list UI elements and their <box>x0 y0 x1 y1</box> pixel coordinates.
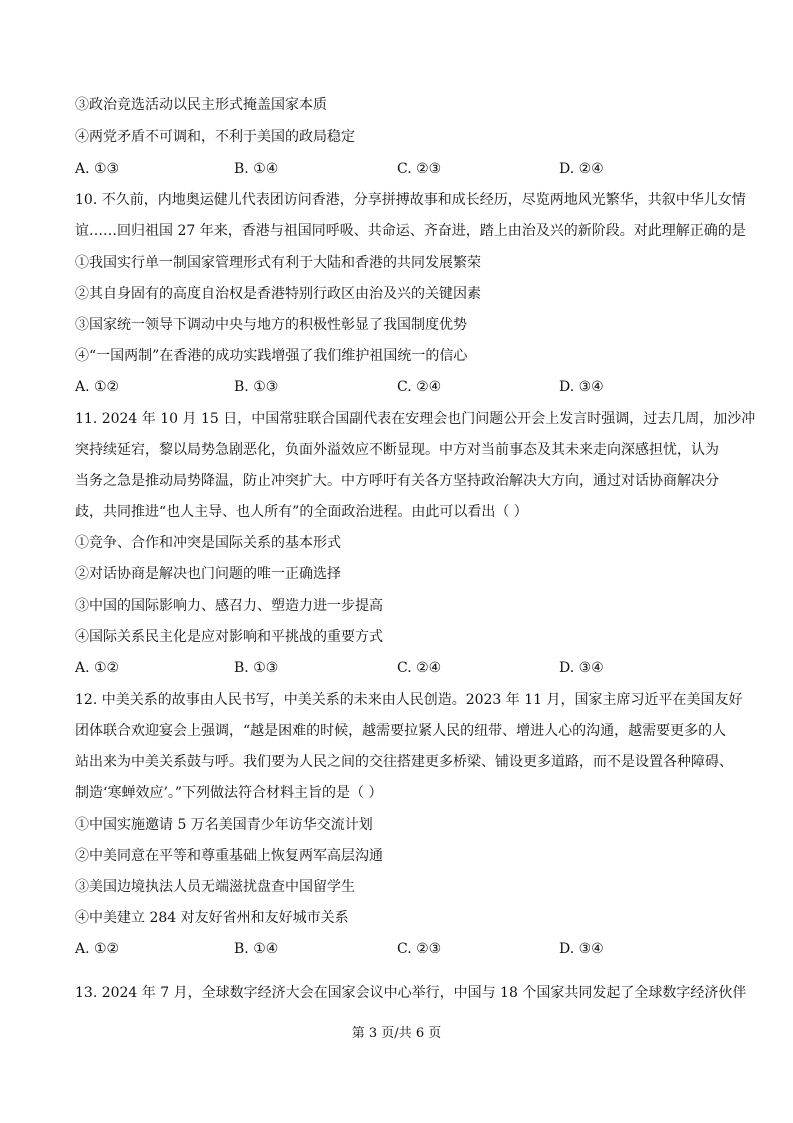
q12-statement-4: ④中美建立 284 对友好省州和友好城市关系 <box>75 910 349 926</box>
q11-option-a[interactable]: A. ①② <box>75 660 120 676</box>
q9-option-c[interactable]: C. ②③ <box>397 161 442 177</box>
q10-statement-2: ②其自身固有的高度自治权是香港特别行政区由治及兴的关键因素 <box>75 286 481 302</box>
page-number: 第 3 页/共 6 页 <box>351 1026 442 1041</box>
q12-option-d[interactable]: D. ③④ <box>559 941 604 957</box>
q12-options <box>75 940 725 958</box>
q11-stem-line: 歧，共同推进“也人主导、也人所有”的全面政治进程。由此可以看出（ ） <box>75 504 528 520</box>
q11-statement-4: ④国际关系民主化是应对影响和平挑战的重要方式 <box>75 629 383 645</box>
q11-stem-line: 当务之急是推动局势降温，防止冲突扩大。中方呼吁有关各方坚持政治解决大方向，通过对话协商解决分 <box>75 473 719 489</box>
q11-option-d[interactable]: D. ③④ <box>559 660 604 676</box>
q9-option-b[interactable]: B. ①④ <box>234 161 279 177</box>
q10-statement-3: ③国家统一领导下调动中央与地方的积极性彰显了我国制度优势 <box>75 317 467 333</box>
q10-statement-1: ①我国实行单一制国家管理形式有利于大陆和香港的共同发展繁荣 <box>75 255 481 271</box>
q12-option-a[interactable]: A. ①② <box>75 941 120 957</box>
q10-stem-line: 10. 不久前，内地奥运健儿代表团访问香港，分享拼搏故事和成长经历，尽览两地风光繁华，共叙中华儿女情 <box>75 192 746 208</box>
q10-option-b[interactable]: B. ①③ <box>234 379 279 395</box>
q10-option-d[interactable]: D. ③④ <box>559 379 604 395</box>
q11-statement-2: ②对话协商是解决也门问题的唯一正确选择 <box>75 566 341 582</box>
q12-statement-2: ②中美同意在平等和尊重基础上恢复两军高层沟通 <box>75 848 383 864</box>
q12-stem-line: 制造‘寒蝉效应’。”下列做法符合材料主旨的是（ ） <box>75 785 383 801</box>
q9-options <box>75 160 725 178</box>
q11-option-c[interactable]: C. ②④ <box>397 660 442 676</box>
q10-statement-4: ④“一国两制”在香港的成功实践增强了我们维护祖国统一的信心 <box>75 348 468 364</box>
q9-option-a[interactable]: A. ①③ <box>75 161 120 177</box>
q11-stem-line: 11. 2024 年 10 月 15 日，中国常驻联合国副代表在安理会也门问题公开会上发言时强调，过去几周，加沙冲 <box>75 411 756 427</box>
q10-option-c[interactable]: C. ②④ <box>397 379 442 395</box>
q12-stem-line: 12. 中美关系的故事由人民书写，中美关系的未来由人民创造。2023 年 11 月，国家主席习近平在美国友好 <box>75 692 743 708</box>
q13-stem-line: 13. 2024 年 7 月，全球数字经济大会在国家会议中心举行，中国与 18 个国家共同发起了全球数字经济伙伴 <box>75 985 747 1001</box>
q10-stem-line: 谊……回归祖国 27 年来，香港与祖国同呼吸、共命运、齐奋进，踏上由治及兴的新阶段。对此理解正确的是 <box>75 223 746 239</box>
q10-option-a[interactable]: A. ①② <box>75 379 120 395</box>
q12-option-b[interactable]: B. ①④ <box>234 941 279 957</box>
q12-option-c[interactable]: C. ②③ <box>397 941 442 957</box>
q11-options <box>75 659 725 677</box>
q11-stem-line: 突持续延宕，黎以局势急剧恶化，负面外溢效应不断显现。中方对当前事态及其未来走向深感担忧，认为 <box>75 442 719 458</box>
q9-statement-3: ③政治竞选活动以民主形式掩盖国家本质 <box>75 97 327 113</box>
q10-options <box>75 378 725 396</box>
q9-statement-4: ④两党矛盾不可调和，不利于美国的政局稳定 <box>75 129 355 145</box>
q11-option-b[interactable]: B. ①③ <box>234 660 279 676</box>
q11-statement-3: ③中国的国际影响力、感召力、塑造力进一步提高 <box>75 598 383 614</box>
q12-stem-line: 团体联合欢迎宴会上强调，“越是困难的时候，越需要拉紧人民的纽带、增进人心的沟通，越需要更多的人 <box>75 723 727 739</box>
q12-statement-1: ①中国实施邀请 5 万名美国青少年访华交流计划 <box>75 817 373 833</box>
q11-statement-1: ①竞争、合作和冲突是国际关系的基本形式 <box>75 535 341 551</box>
q12-stem-line: 站出来为中美关系鼓与呼。我们要为人民之间的交往搭建更多桥梁、铺设更多道路，而不是设置各种障碍、 <box>75 754 733 770</box>
q9-option-d[interactable]: D. ②④ <box>559 161 604 177</box>
q12-statement-3: ③美国边境执法人员无端滋扰盘查中国留学生 <box>75 879 355 895</box>
